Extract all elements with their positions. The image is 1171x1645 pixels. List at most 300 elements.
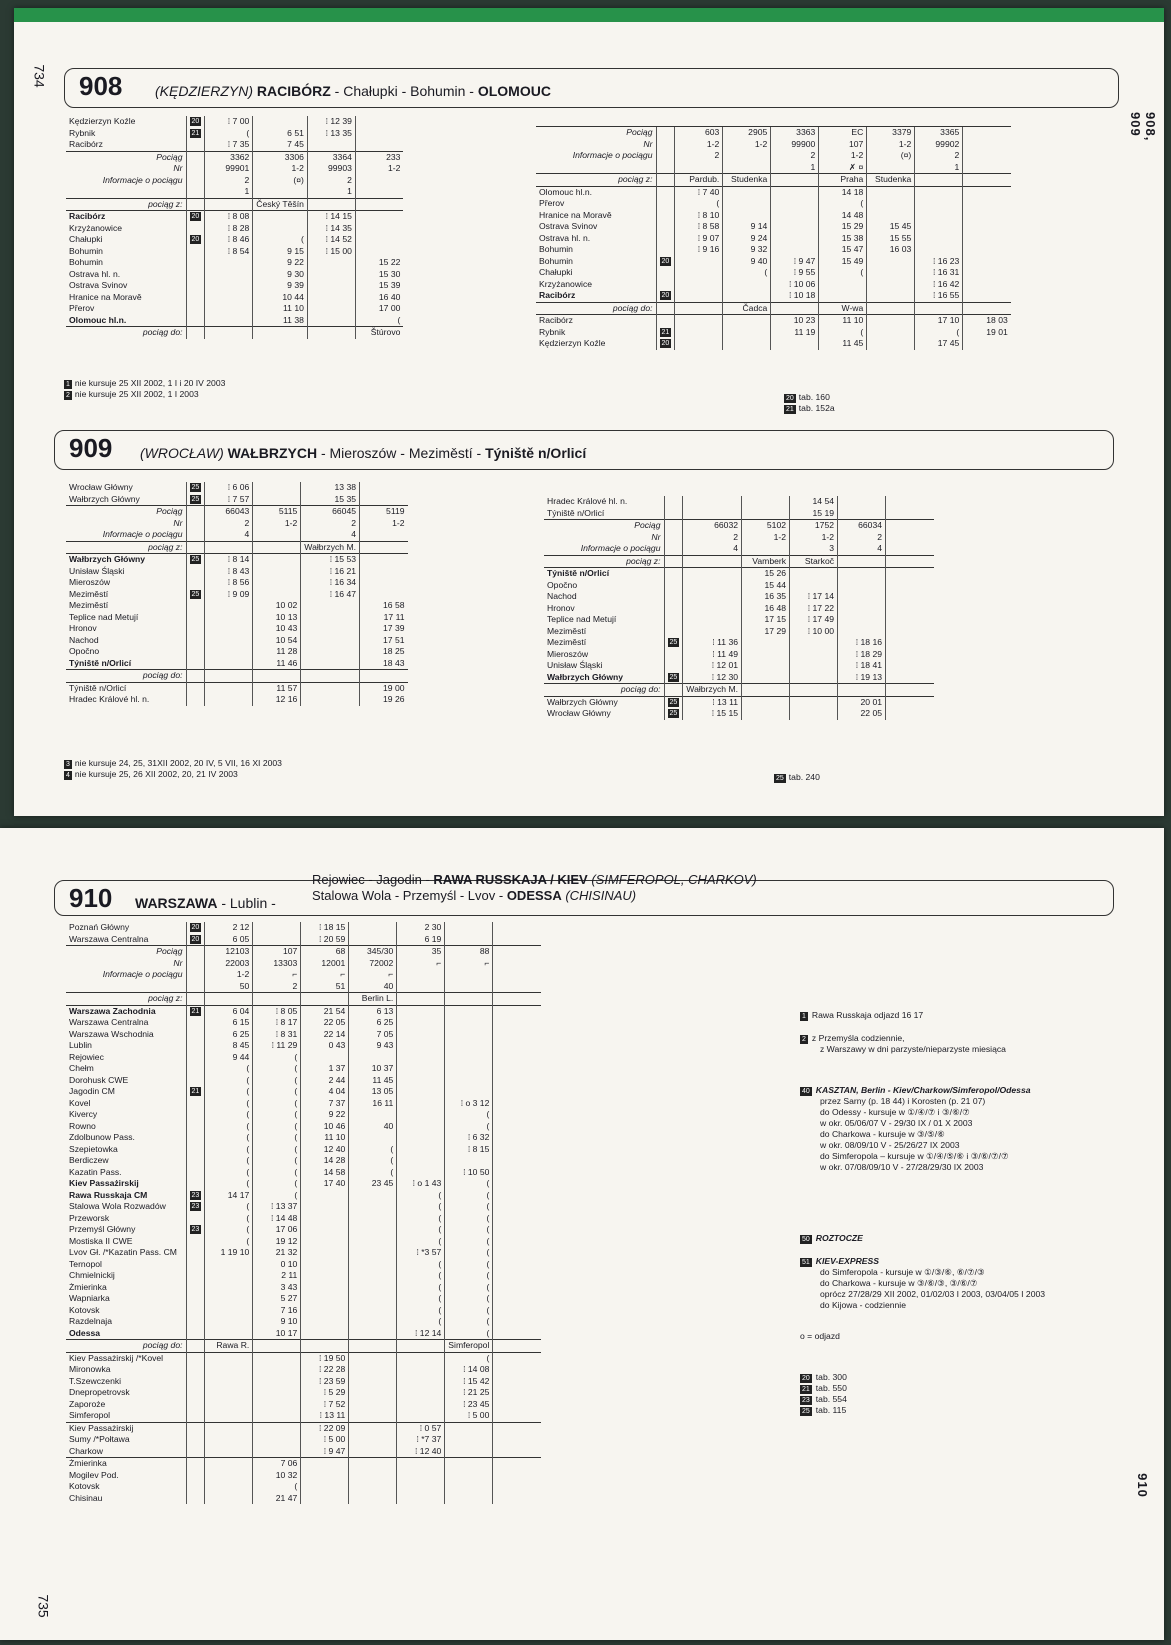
time-cell: [349, 934, 397, 946]
time-cell: 22 05: [301, 1017, 349, 1029]
time-cell: [205, 1434, 253, 1446]
station-name: Lublin: [69, 1040, 92, 1050]
time-cell: [349, 1410, 397, 1422]
table-title-lines: [312, 872, 757, 904]
time-cell: [301, 1190, 349, 1202]
to-row-value: [675, 302, 723, 315]
time-cell: (: [445, 1213, 493, 1225]
time-cell: 3 43: [253, 1282, 301, 1294]
station-mark: [656, 186, 675, 198]
station-mark: [186, 554, 205, 566]
station-name: Mogilev Pod.: [69, 1469, 119, 1480]
station-mark: [664, 626, 683, 638]
station-name: Olomouc hl.n.: [69, 314, 127, 325]
train-number: 107 13303 ⌐ 2: [253, 946, 301, 993]
station-name: Wałbrzych Główny: [66, 554, 186, 566]
time-cell: 22 05: [838, 708, 886, 720]
time-cell: [963, 267, 1011, 279]
time-cell: (: [397, 1190, 445, 1202]
station-mark: [186, 1259, 205, 1271]
station-mark: [186, 1434, 205, 1446]
time-cell: (: [205, 1086, 253, 1098]
station-name: Kazatin Pass.: [69, 1166, 122, 1177]
time-cell: [349, 1305, 397, 1317]
time-cell: 15 26: [742, 568, 790, 580]
time-cell: [493, 1247, 541, 1259]
time-cell: [790, 580, 838, 592]
time-cell: [205, 269, 253, 281]
time-cell: [886, 508, 934, 520]
time-cell: [397, 1144, 445, 1156]
time-cell: 10 32: [253, 1470, 301, 1482]
time-cell: 19 12: [253, 1236, 301, 1248]
time-cell: 17 39: [360, 623, 408, 635]
time-cell: [301, 1305, 349, 1317]
time-cell: [819, 279, 867, 291]
time-cell: 15 19: [790, 508, 838, 520]
station-name: Nachod: [547, 591, 577, 601]
from-row-value: [253, 993, 301, 1006]
time-cell: [349, 1470, 397, 1482]
time-cell: ⁞ 9 47: [771, 256, 819, 268]
table-row: [66, 1259, 541, 1271]
time-cell: 6 51: [253, 128, 308, 140]
time-cell: ⁞ 12 01: [683, 660, 742, 672]
time-cell: (: [819, 198, 867, 210]
time-cell: ⁞ 18 29: [838, 649, 886, 661]
time-cell: [445, 1063, 493, 1075]
notes-909: [64, 758, 282, 780]
time-cell: [355, 139, 403, 151]
time-cell: [349, 1458, 397, 1470]
time-cell: [675, 327, 723, 339]
time-cell: 15 49: [819, 256, 867, 268]
station-name: Bohumin: [539, 255, 573, 266]
time-cell: 14 17: [205, 1190, 253, 1202]
table-row: [66, 1167, 541, 1179]
time-cell: [397, 1364, 445, 1376]
table-title: (KĘDZIERZYN) RACIBÓRZ - Chałupki - Bohumin - OLOMOUC: [155, 83, 551, 99]
note-item: 3 nie kursuje 24, 25, 31XII 2002, 20 IV, 5 VII, 16 XI 2003: [66, 758, 282, 768]
time-cell: 1 37: [301, 1063, 349, 1075]
station-name: Kovel: [69, 1097, 91, 1108]
time-cell: ⁞ 14 35: [307, 223, 355, 235]
time-cell: [355, 246, 403, 258]
to-row-value: [205, 327, 253, 339]
table-row: [544, 649, 934, 661]
station-name: Rybnik: [539, 326, 566, 337]
time-cell: [205, 1270, 253, 1282]
station-mark: [186, 577, 205, 589]
time-cell: [445, 1481, 493, 1493]
time-cell: ⁞ 15 00: [307, 246, 355, 258]
to-row: [536, 302, 1011, 315]
time-cell: [445, 1052, 493, 1064]
time-cell: [675, 279, 723, 291]
time-cell: [886, 591, 934, 603]
ref-item: 21 tab. 550: [802, 1383, 847, 1393]
time-cell: [349, 1259, 397, 1271]
time-cell: [355, 211, 403, 223]
time-cell: [683, 580, 742, 592]
time-cell: ⁞ 14 52: [307, 234, 355, 246]
station-name: Chełm: [69, 1063, 94, 1073]
time-cell: 2 12: [205, 922, 253, 934]
from-row-value: [683, 555, 742, 568]
time-cell: 6 25: [205, 1029, 253, 1041]
time-cell: (: [253, 1178, 301, 1190]
time-cell: ⁞ 9 55: [771, 267, 819, 279]
time-cell: (: [445, 1190, 493, 1202]
table-row: [66, 315, 403, 327]
time-cell: ⁞ 13 11: [301, 1410, 349, 1422]
table-ref-badge: 21: [191, 129, 200, 137]
legend-refs: [800, 1372, 1100, 1416]
time-cell: (: [445, 1121, 493, 1133]
time-cell: [683, 508, 742, 520]
time-cell: (: [819, 327, 867, 339]
station-mark: [664, 508, 683, 520]
time-cell: 14 28: [301, 1155, 349, 1167]
table-row: [66, 1144, 541, 1156]
time-cell: [301, 635, 360, 647]
time-cell: ⁞ 7 35: [205, 139, 253, 151]
time-cell: (: [349, 1167, 397, 1179]
time-cell: [301, 1201, 349, 1213]
time-cell: ⁞ 16 47: [301, 589, 360, 601]
station-name: Berdiczew: [69, 1155, 109, 1165]
station-name: Żmierinka: [69, 1281, 107, 1292]
time-cell: [205, 1364, 253, 1376]
time-cell: 17 10: [915, 315, 963, 327]
to-row-value: [742, 684, 790, 697]
time-cell: [963, 221, 1011, 233]
time-cell: 11 38: [253, 315, 308, 327]
table-row: [544, 626, 934, 638]
to-row: [544, 684, 934, 697]
to-row-value: [771, 302, 819, 315]
station-name: Bohumin: [69, 257, 103, 267]
station-mark: [656, 279, 675, 291]
time-cell: [683, 568, 742, 580]
time-cell: ⁞ 9 47: [301, 1446, 349, 1458]
time-cell: [963, 256, 1011, 268]
station-mark: [186, 1316, 205, 1328]
table-row: [536, 233, 1011, 245]
table-row: [66, 1470, 541, 1482]
table-row: [66, 1121, 541, 1133]
time-cell: [790, 649, 838, 661]
time-cell: [301, 646, 360, 658]
time-cell: [838, 496, 886, 508]
table-row: [536, 315, 1011, 327]
table-ref-badge: 25: [669, 710, 678, 717]
time-cell: [397, 1017, 445, 1029]
station-name: Rawa Russkaja CM: [69, 1189, 148, 1200]
time-cell: 11 57: [253, 682, 301, 694]
time-cell: [493, 1132, 541, 1144]
station-name: Ternopol: [69, 1258, 102, 1269]
station-mark: [186, 1270, 205, 1282]
table-row: [536, 186, 1011, 198]
station-mark: [186, 139, 205, 151]
table-ref-badge: 25: [669, 673, 678, 681]
ref-item: 21 tab. 152a: [786, 403, 835, 413]
station-name: Hranice na Moravě: [69, 291, 142, 302]
train-number: 3363 99900 2 1: [771, 127, 819, 174]
time-cell: 13 38: [301, 482, 360, 494]
time-cell: ⁞ 23 45: [445, 1399, 493, 1411]
station-mark: [186, 1086, 205, 1098]
station-name: Lvov Gł. /*Kazatin Pass. CM: [69, 1247, 177, 1257]
table-row: [66, 128, 403, 140]
station-name: Odessa: [69, 1327, 101, 1338]
time-cell: [675, 290, 723, 302]
station-name: Mostiska II CWE: [69, 1235, 133, 1246]
station-name: Bohumin: [69, 245, 103, 256]
table-row: [536, 290, 1011, 302]
time-cell: [253, 1376, 301, 1388]
time-cell: [205, 1458, 253, 1470]
time-cell: 16 35: [742, 591, 790, 603]
timetable-908-left: [66, 116, 403, 339]
station-name: Kiev Passażirskij: [69, 1178, 139, 1188]
time-cell: [307, 303, 355, 315]
station-mark: [186, 635, 205, 647]
time-cell: [493, 1259, 541, 1271]
table-row: [544, 496, 934, 508]
table-row: [544, 708, 934, 720]
table-row: [66, 1247, 541, 1259]
train-number: 233 1-2: [355, 151, 403, 198]
station-mark: [186, 1247, 205, 1259]
station-name: Kotovsk: [69, 1481, 100, 1491]
legend-note-1: 1 Rawa Russkaja odjazd 16 17: [802, 1010, 924, 1020]
time-cell: ⁞ 8 08: [205, 211, 253, 223]
time-cell: 5 27: [253, 1293, 301, 1305]
time-cell: 15 45: [867, 221, 915, 233]
station-mark: [186, 1376, 205, 1388]
table-row: [66, 577, 408, 589]
time-cell: [723, 315, 771, 327]
time-cell: [205, 1376, 253, 1388]
station-mark: [656, 290, 675, 302]
header-mark: [186, 151, 205, 198]
train-header-row: [66, 946, 541, 993]
station-name: Ostrava Svinov: [69, 280, 128, 290]
time-cell: [253, 1446, 301, 1458]
station-mark: [186, 211, 205, 223]
time-cell: ⁞ 5 00: [301, 1434, 349, 1446]
time-cell: [915, 198, 963, 210]
time-cell: 13 05: [349, 1086, 397, 1098]
time-cell: 7 16: [253, 1305, 301, 1317]
time-cell: [867, 256, 915, 268]
table-row: [544, 696, 934, 708]
time-cell: [397, 1167, 445, 1179]
station-name: Unisław Śląski: [547, 660, 603, 670]
time-cell: ⁞ 18 15: [301, 922, 349, 934]
station-name: Hradec Králové hl. n.: [69, 694, 150, 704]
time-cell: 6 15: [205, 1017, 253, 1029]
time-cell: ⁞ 13 35: [307, 128, 355, 140]
time-cell: [493, 1352, 541, 1364]
station-mark: [186, 1493, 205, 1505]
time-cell: [493, 1316, 541, 1328]
legend-note-2: 2 z Przemyśla codziennie, z Warszawy w dni parzyste/nieparzyste miesiąca: [802, 1033, 1006, 1054]
from-row-value: [253, 541, 301, 554]
station-mark: [186, 658, 205, 670]
time-cell: [360, 589, 408, 601]
time-cell: [867, 267, 915, 279]
time-cell: [349, 1190, 397, 1202]
table-ref-badge: 25: [191, 556, 200, 563]
time-cell: 10 44: [253, 292, 308, 304]
station-mark: [186, 1282, 205, 1294]
time-cell: [307, 257, 355, 269]
station-name: Sumy /*Połtawa: [69, 1434, 130, 1444]
time-cell: 6 25: [349, 1017, 397, 1029]
time-cell: [349, 1328, 397, 1340]
station-mark: [664, 591, 683, 603]
time-cell: ⁞ 13 11: [683, 696, 742, 708]
time-cell: [349, 1282, 397, 1294]
station-mark: [664, 496, 683, 508]
time-cell: ⁞ 16 42: [915, 279, 963, 291]
time-cell: ⁞ 17 22: [790, 603, 838, 615]
ref-item: 25 tab. 240: [776, 772, 820, 782]
time-cell: ⁞ 9 16: [675, 244, 723, 256]
time-cell: ⁞ 6 32: [445, 1132, 493, 1144]
time-cell: (: [445, 1305, 493, 1317]
time-cell: [205, 257, 253, 269]
time-cell: [493, 1470, 541, 1482]
time-cell: 2 44: [301, 1075, 349, 1087]
time-cell: [838, 508, 886, 520]
time-cell: [675, 256, 723, 268]
station-mark: [186, 482, 205, 494]
time-cell: [493, 1017, 541, 1029]
table-number: 908: [79, 71, 123, 101]
time-cell: [205, 694, 253, 706]
station-mark: [186, 646, 205, 658]
time-cell: [301, 1224, 349, 1236]
time-cell: [349, 922, 397, 934]
table-row: [66, 1213, 541, 1225]
time-cell: [771, 198, 819, 210]
time-cell: [445, 1446, 493, 1458]
station-mark: [656, 338, 675, 350]
time-cell: (: [253, 1121, 301, 1133]
time-cell: [790, 568, 838, 580]
time-cell: [723, 338, 771, 350]
time-cell: 22 14: [301, 1029, 349, 1041]
table-row: [66, 1155, 541, 1167]
time-cell: [205, 612, 253, 624]
station-mark: [186, 1155, 205, 1167]
time-cell: 2 11: [253, 1270, 301, 1282]
time-cell: [301, 612, 360, 624]
time-cell: (: [723, 267, 771, 279]
table-row: [66, 566, 408, 578]
time-cell: ⁞ 16 21: [301, 566, 360, 578]
time-cell: [493, 1364, 541, 1376]
time-cell: [397, 1052, 445, 1064]
time-cell: [493, 922, 541, 934]
time-cell: [886, 672, 934, 684]
from-row-label: pociąg z:: [66, 198, 186, 211]
from-row-value: Vamberk: [742, 555, 790, 568]
time-cell: 17 51: [360, 635, 408, 647]
station-name: Teplice nad Metují: [69, 611, 139, 622]
time-cell: 7 45: [253, 139, 308, 151]
from-row-value: [360, 541, 408, 554]
table-row: [536, 221, 1011, 233]
table-ref-badge: 20: [661, 292, 670, 299]
time-cell: 15 29: [819, 221, 867, 233]
time-cell: [253, 1399, 301, 1411]
time-cell: [445, 1155, 493, 1167]
station-name: Stalowa Wola Rozwadów: [69, 1201, 166, 1211]
time-cell: [349, 1236, 397, 1248]
table-908-header: [64, 68, 1119, 108]
station-name: Přerov: [69, 303, 95, 313]
station-mark: [656, 210, 675, 222]
time-cell: [307, 292, 355, 304]
time-cell: ⁞ 11 29: [253, 1040, 301, 1052]
station-mark: [186, 1132, 205, 1144]
to-row-value: [301, 670, 360, 683]
header-mark: [664, 520, 683, 556]
time-cell: [301, 1236, 349, 1248]
header-mark: [656, 127, 675, 174]
time-cell: [307, 315, 355, 327]
time-cell: [397, 1086, 445, 1098]
train-number: 35 ⌐: [397, 946, 445, 993]
time-cell: [301, 1247, 349, 1259]
table-row: [66, 1098, 541, 1110]
station-name: Týniště n/Orlicí: [544, 568, 664, 580]
time-cell: ⁞ 8 05: [253, 1005, 301, 1017]
from-row-value: [307, 198, 355, 211]
station-mark: [656, 198, 675, 210]
from-row-value: [445, 993, 493, 1006]
to-row-value: Simferopol: [445, 1340, 493, 1353]
time-cell: (: [445, 1247, 493, 1259]
time-cell: [683, 614, 742, 626]
time-cell: [301, 1493, 349, 1505]
time-cell: [963, 290, 1011, 302]
station-name: Kędzierzyn Koźle: [539, 338, 606, 348]
time-cell: [723, 290, 771, 302]
note-item: 1 nie kursuje 25 XII 2002, 1 I i 20 IV 2003: [66, 378, 226, 388]
time-cell: [205, 280, 253, 292]
time-cell: [205, 1399, 253, 1411]
time-cell: [397, 1132, 445, 1144]
train-number: 3306 1-2 (¤): [253, 151, 308, 198]
time-cell: [349, 1316, 397, 1328]
from-row-value: [771, 174, 819, 187]
time-cell: ⁞ 16 55: [915, 290, 963, 302]
table-ref-badge: 25: [191, 495, 200, 503]
ref-item: 23 tab. 554: [802, 1394, 847, 1404]
table-ref-badge: 20: [191, 935, 200, 943]
time-cell: 6 19: [397, 934, 445, 946]
time-cell: (: [397, 1293, 445, 1305]
time-cell: [253, 1410, 301, 1422]
to-row-value: [397, 1340, 445, 1353]
station-name: Simferopol: [69, 1410, 111, 1420]
